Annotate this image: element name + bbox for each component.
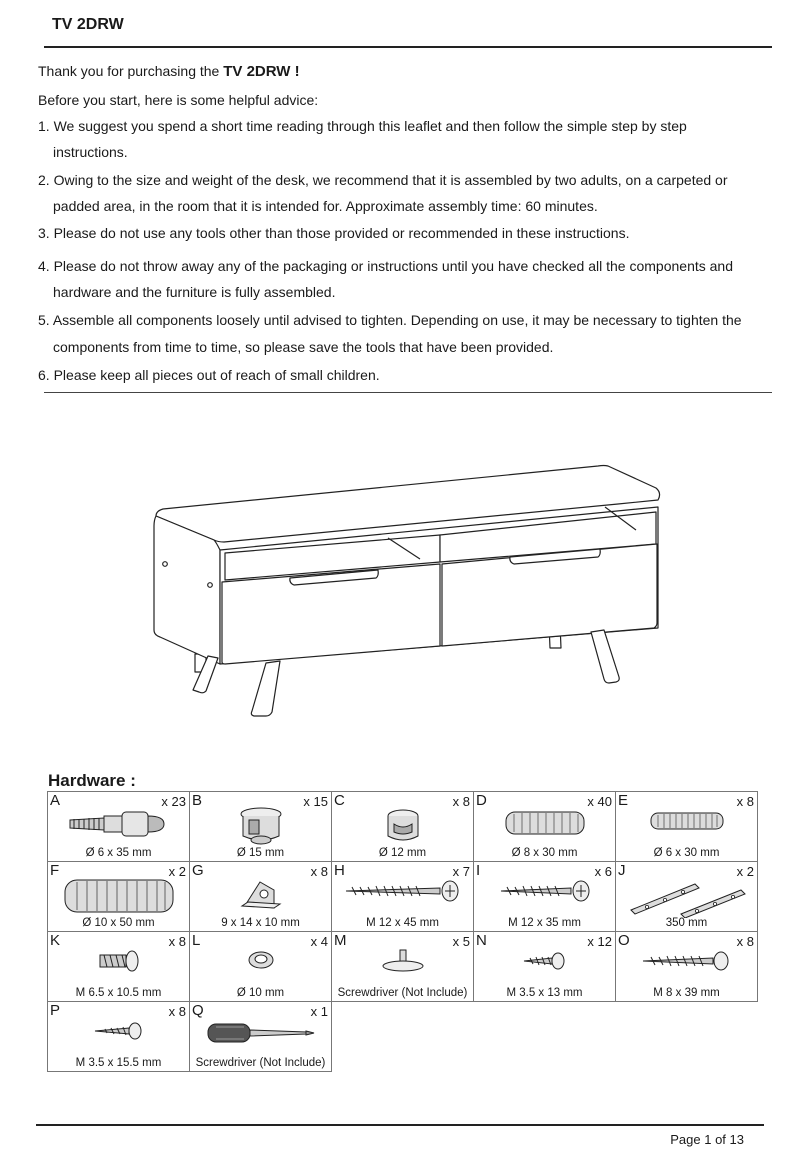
dowel-icon <box>500 806 590 840</box>
advice-item-5: 5. Assemble all components loosely until advised to tighten. Depending on use, it may be necessary to tighten the components from time to time, so please save the tools that have been provided. <box>38 312 742 355</box>
short-bolt-icon <box>94 946 144 976</box>
hardware-cell-e: E x 8 Ø 6 x 30 mm <box>616 792 758 862</box>
hardware-cell-p: P x 8 M 3.5 x 15.5 mm <box>48 1002 190 1072</box>
screw-icon <box>495 876 595 906</box>
advice-item-4: 4. Please do not throw away any of the packaging or instructions until you have checked all the components and hardware and the furniture is fully assembled. <box>38 258 733 300</box>
tv-stand-illustration <box>148 458 668 720</box>
page-number: Page 1 of 13 <box>670 1132 744 1147</box>
document-title: TV 2DRW <box>52 16 124 33</box>
small-cam-icon <box>378 806 428 846</box>
hardware-cell-j: J x 2 350 mm <box>616 862 758 932</box>
hardware-cell-l: L x 4 Ø 10 mm <box>190 932 332 1002</box>
dowel-icon <box>645 806 729 836</box>
hardware-cell-f: F x 2 Ø 10 x 50 mm <box>48 862 190 932</box>
advice-rule <box>44 392 772 393</box>
hardware-cell-m: M x 5 Screwdriver (Not Include) <box>332 932 474 1002</box>
cam-lock-icon <box>231 806 291 848</box>
tiny-screw-icon <box>89 1016 149 1046</box>
hardware-cell-c: C x 8 Ø 12 mm <box>332 792 474 862</box>
bracket-icon <box>236 876 286 914</box>
hardware-cell-q: Q x 1 Screwdriver (Not Include) <box>190 1002 332 1072</box>
long-screw-icon <box>340 876 466 906</box>
thanks-line <box>38 63 300 80</box>
hardware-table <box>47 791 758 1072</box>
product-name: TV 2DRW ! <box>223 63 300 80</box>
footer-rule <box>36 1124 764 1126</box>
large-dowel-icon <box>59 876 179 916</box>
cam-dowel-icon <box>64 806 174 842</box>
hardware-cell-b: B x 15 Ø 15 mm <box>190 792 332 862</box>
advice-item-2: 2. Owing to the size and weight of the desk, we recommend that it is assembled by two adults, on a carpeted or padded area, in the room that it is intended for. Approximate assembly time: 60 minutes. <box>38 172 728 214</box>
advice-item-1: 1. We suggest you spend a short time reading through this leaflet and then follow the simple step by step instructions. <box>38 118 687 160</box>
hardware-cell-o: O x 8 M 8 x 39 mm <box>616 932 758 1002</box>
hardware-title: Hardware : <box>48 771 136 790</box>
wood-screw-icon <box>639 946 735 976</box>
hardware-cell-d: D x 40 Ø 8 x 30 mm <box>474 792 616 862</box>
cap-icon <box>241 946 281 976</box>
header-rule <box>44 46 772 48</box>
glide-icon <box>378 946 428 976</box>
hardware-cell-n: N x 12 M 3.5 x 13 mm <box>474 932 616 1002</box>
hardware-cell-h: H x 7 M 12 x 45 mm <box>332 862 474 932</box>
thanks-prefix: Thank you for purchasing the <box>38 63 224 79</box>
hardware-cell-a: A x 23 Ø 6 x 35 mm <box>48 792 190 862</box>
advice-item-6: 6. Please keep all pieces out of reach of small children. <box>38 367 380 383</box>
advice-item-3: 3. Please do not use any tools other than those provided or recommended in these instructions. <box>38 225 630 241</box>
drawer-runner-icon <box>625 876 749 918</box>
advice-lead: Before you start, here is some helpful advice: <box>38 92 319 108</box>
hardware-cell-g: G x 8 9 x 14 x 10 mm <box>190 862 332 932</box>
hardware-cell-i: I x 6 M 12 x 35 mm <box>474 862 616 932</box>
small-screw-icon <box>520 946 570 976</box>
screwdriver-icon <box>198 1016 324 1050</box>
hardware-cell-k: K x 8 M 6.5 x 10.5 mm <box>48 932 190 1002</box>
